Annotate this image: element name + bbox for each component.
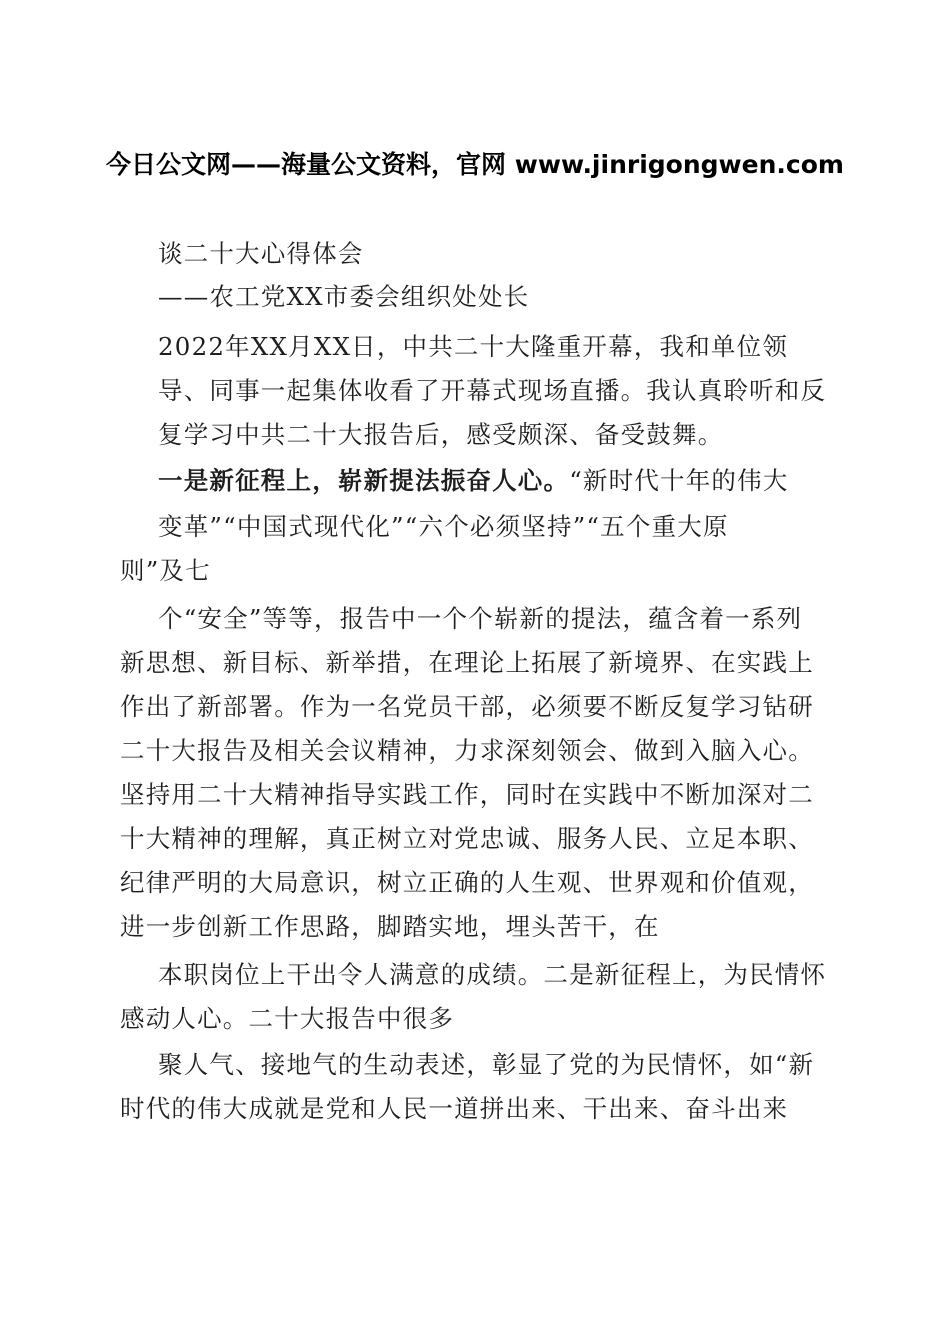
text-line: 纪律严明的大局意识，树立正确的人生观、世界观和价值观，: [120, 868, 814, 897]
text-line: [158, 462, 789, 497]
document-title: 谈二十大心得体会: [158, 239, 364, 268]
text-line: 感动人心。二十大报告中很多: [120, 1004, 455, 1033]
text-line: 则”及七: [120, 556, 211, 585]
text-line: 十大精神的理解，真正树立对党忠诚、服务人民、立足本职、: [120, 824, 814, 853]
text-line: 二十大报告及相关会议精神，力求深刻领会、做到入脑入心。: [120, 736, 814, 765]
text-line: 2022年XX月XX日，中共二十大隆重开幕，我和单位领: [158, 332, 789, 361]
text-span: “新时代十年的伟大: [569, 466, 789, 495]
text-line: 变革”“中国式现代化”“六个必须坚持”“五个重大原: [158, 512, 729, 541]
text-line: 时代的伟大成就是党和人民一道拼出来、干出来、奋斗出来: [120, 1094, 789, 1123]
text-line: 导、同事一起集体收看了开幕式现场直播。我认真聆听和反: [158, 376, 827, 405]
text-line: 进一步创新工作思路，脚踏实地，埋头苦干，在: [120, 912, 660, 941]
text-line: 个“安全”等等，报告中一个个崭新的提法，蕴含着一系列: [158, 604, 803, 633]
text-line: 聚人气、接地气的生动表述，彰显了党的为民情怀，如“新: [158, 1050, 815, 1079]
text-line: 复学习中共二十大报告后，感受颇深、备受鼓舞。: [158, 420, 724, 449]
site-header: 今日公文网——海量公文资料，官网 www.jinrigongwen.com: [106, 150, 844, 179]
text-line: 作出了新部署。作为一名党员干部，必须要不断反复学习钻研: [120, 692, 814, 721]
text-line: 本职岗位上干出令人满意的成绩。二是新征程上，为民情怀: [158, 960, 827, 989]
text-line: 坚持用二十大精神指导实践工作，同时在实践中不断加深对二: [120, 780, 814, 809]
document-byline: ——农工党XX市委会组织处处长: [158, 282, 530, 311]
text-line: 新思想、新目标、新举措，在理论上拓展了新境界、在实践上: [120, 648, 814, 677]
point-one-lead: 一是新征程上，崭新提法振奋人心。: [158, 466, 570, 495]
